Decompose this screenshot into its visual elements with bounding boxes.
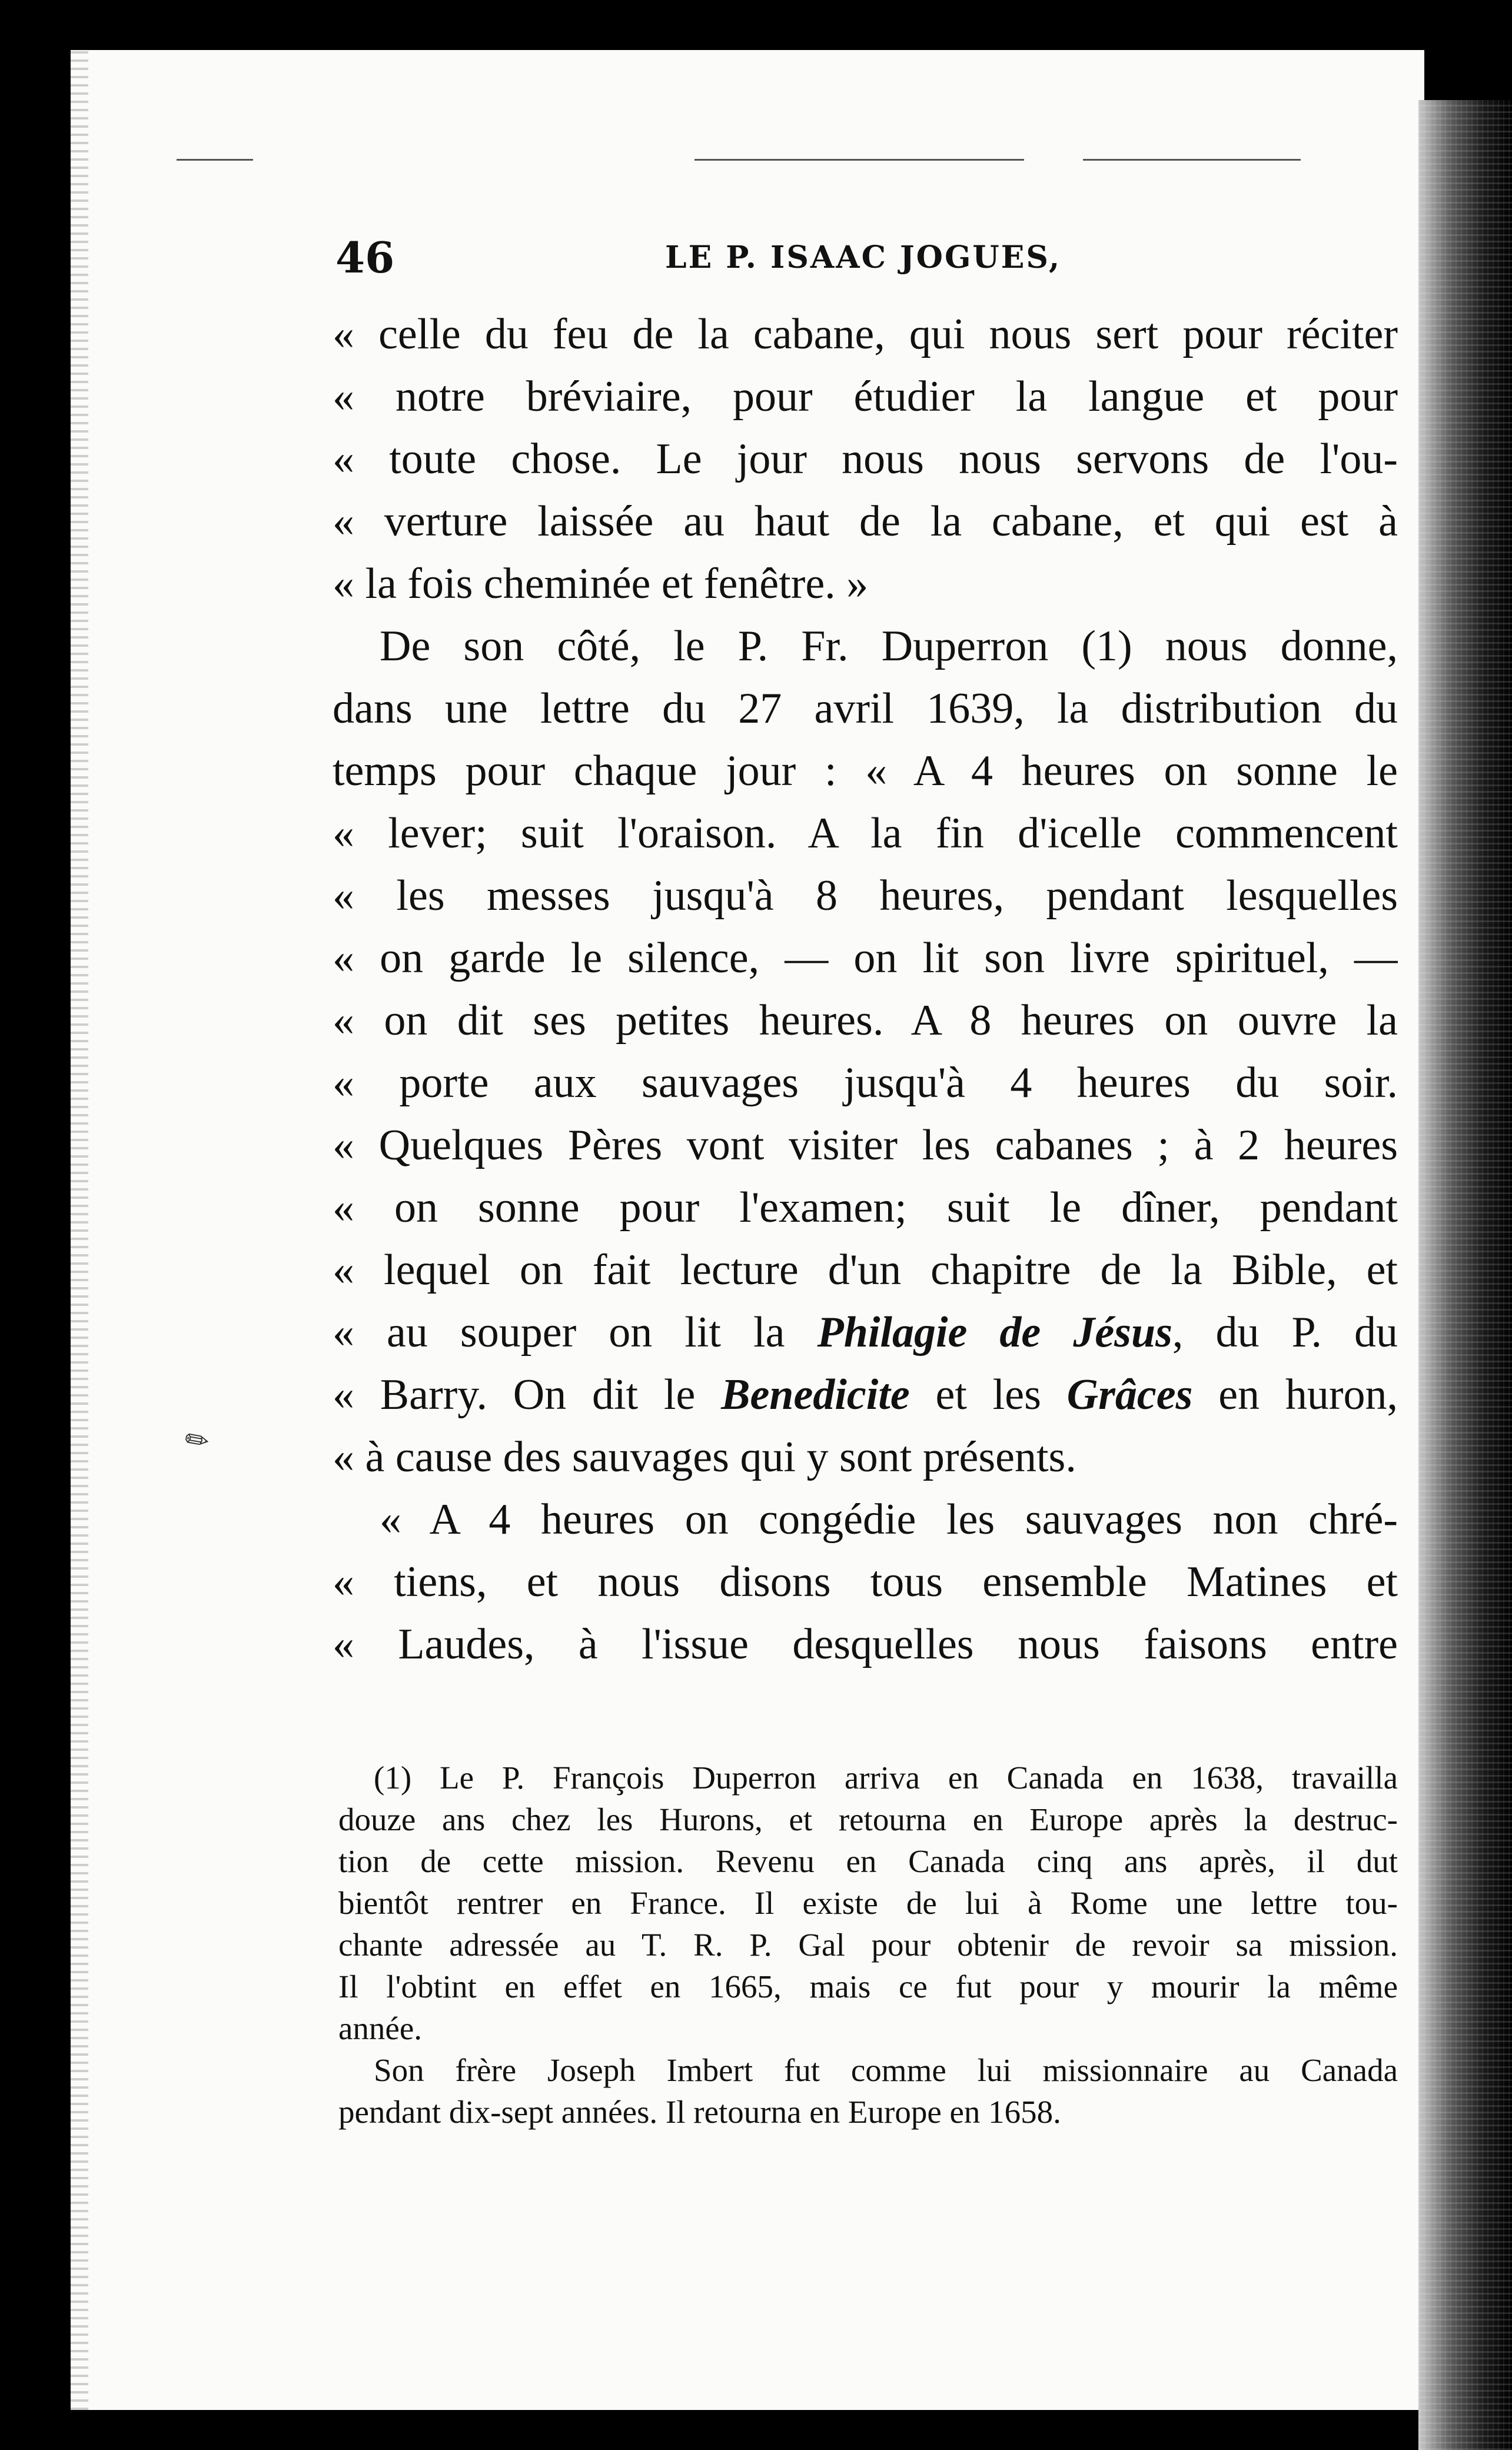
top-margin-rule — [177, 159, 253, 161]
footnote-line: chante adressée au T. R. P. Gal pour obtenir de revoir sa mission. — [338, 1927, 1398, 1963]
body-line: « A 4 heures on congédie les sauvages non chré- — [380, 1495, 1398, 1544]
top-right-rule — [1083, 159, 1301, 161]
body-line: « la fois cheminée et fenêtre. » — [333, 560, 869, 608]
body-line: « toute chose. Le jour nous nous servons de l'ou- — [333, 435, 1398, 483]
body-line: « lequel on fait lecture d'un chapitre de la Bible, et — [333, 1246, 1398, 1294]
pencil-mark: ✎ — [178, 1420, 217, 1461]
body-line: « à cause des sauvages qui y sont présents. — [333, 1433, 1076, 1481]
body-line: « celle du feu de la cabane, qui nous sert pour réciter — [333, 310, 1398, 358]
body-line: « Quelques Pères vont visiter les cabanes ; à 2 heures — [333, 1121, 1398, 1169]
body-line: « tiens, et nous disons tous ensemble Matines et — [333, 1558, 1398, 1606]
footnote-line: année. — [338, 2010, 422, 2046]
top-center-rule — [694, 159, 1024, 161]
body-line: « on sonne pour l'examen; suit le dîner, pendant — [333, 1184, 1398, 1232]
book-title-philagie: Philagie de Jésus — [817, 1308, 1172, 1357]
running-head: LE P. ISAAC JOGUES, — [665, 240, 1062, 275]
left-margin-shadow — [71, 50, 88, 2410]
footnote-line: douze ans chez les Hurons, et retourna en Europe après la destruc- — [338, 1801, 1398, 1837]
page-number: 46 — [335, 232, 395, 282]
footnote-line: Il l'obtint en effet en 1665, mais ce fut pour y mourir la même — [338, 1969, 1398, 2004]
body-line: « Laudes, à l'issue desquelles nous faisons entre — [333, 1620, 1398, 1668]
body-line: De son côté, le P. Fr. Duperron (1) nous donne, — [380, 622, 1398, 670]
body-line: « on dit ses petites heures. A 8 heures on ouvre la — [333, 996, 1398, 1045]
body-line: dans une lettre du 27 avril 1639, la distribution du — [333, 684, 1398, 733]
body-line: « lever; suit l'oraison. A la fin d'icelle commencent — [333, 809, 1398, 857]
footnote-line: tion de cette mission. Revenu en Canada cinq ans après, il dut — [338, 1843, 1398, 1879]
page-header — [0, 232, 1512, 285]
body-text — [333, 303, 1398, 1676]
body-line-benedicite: « Barry. On dit le Benedicite et les Grâces en huron, — [333, 1371, 1398, 1419]
footnote-line: pendant dix-sept années. Il retourna en Europe en 1658. — [338, 2094, 1061, 2130]
body-line: temps pour chaque jour : « A 4 heures on sonne le — [333, 747, 1398, 795]
body-line: « verture laissée au haut de la cabane, et qui est à — [333, 497, 1398, 546]
right-edge-shadow — [1418, 100, 1512, 2450]
prayer-benedicite: Benedicite — [721, 1371, 910, 1419]
body-line-philagie: « au souper on lit la Philagie de Jésus, du P. du — [333, 1308, 1398, 1357]
body-line: « notre bréviaire, pour étudier la langue et pour — [333, 373, 1398, 421]
footnote-line: Son frère Joseph Imbert fut comme lui missionnaire au Canada — [374, 2052, 1398, 2088]
footnotes — [338, 1757, 1398, 2133]
body-line: « les messes jusqu'à 8 heures, pendant lesquelles — [333, 872, 1398, 920]
body-line: « porte aux sauvages jusqu'à 4 heures du soir. — [333, 1059, 1398, 1107]
footnote-line: bientôt rentrer en France. Il existe de lui à Rome une lettre tou- — [338, 1885, 1398, 1921]
footnote-line: (1) Le P. François Duperron arriva en Canada en 1638, travailla — [374, 1760, 1398, 1796]
body-line: « on garde le silence, — on lit son livre spirituel, — — [333, 934, 1398, 982]
prayer-graces: Grâces — [1066, 1371, 1193, 1419]
